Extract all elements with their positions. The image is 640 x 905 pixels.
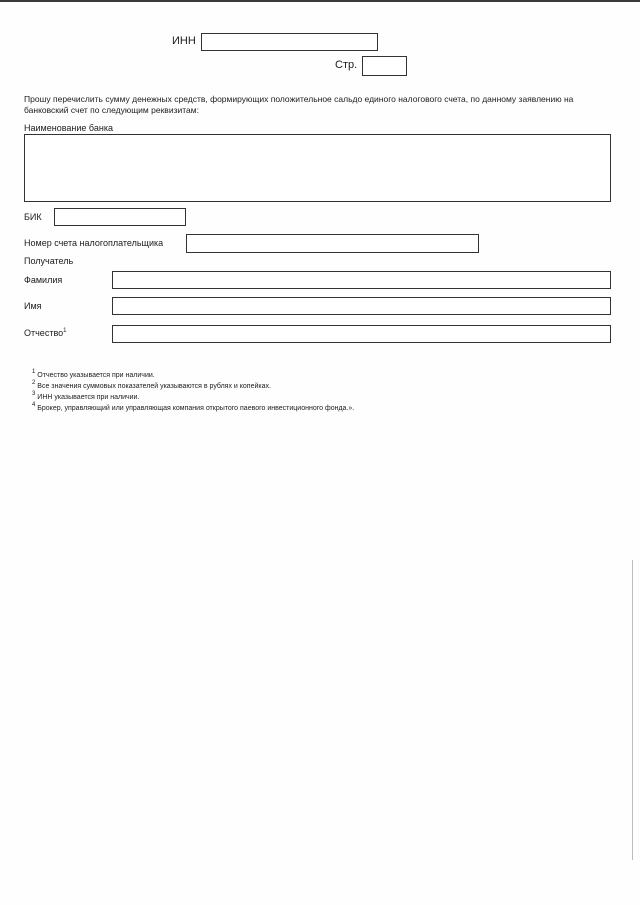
inn-field[interactable]	[201, 33, 378, 51]
footnote-number: 2	[32, 380, 36, 386]
bank-name-field[interactable]	[24, 134, 611, 202]
page-number-field[interactable]	[362, 56, 407, 76]
patronymic-field[interactable]	[112, 325, 611, 343]
bik-field[interactable]	[54, 208, 186, 226]
footnote-text: Отчество указывается при наличии.	[37, 372, 155, 379]
patronymic-label-text: Отчество	[24, 328, 64, 338]
request-text: Прошу перечислить сумму денежных средств, формирующих положительное сальдо единого налогового счета, по данному заявлению на банковский счет по следующим реквизитам:	[24, 94, 574, 115]
page-number-label: Стр.	[335, 59, 358, 71]
footnote-number: 4	[32, 402, 36, 408]
patronymic-label	[24, 329, 66, 338]
footnote-text: Все значения суммовых показателей указываются в рублях и копейках.	[37, 383, 271, 390]
footnote-ref: 1	[63, 328, 67, 334]
footnote-number: 3	[32, 391, 36, 397]
account-number-label: Номер счета налогоплательщика	[24, 238, 164, 248]
first-name-field[interactable]	[112, 297, 611, 315]
footnote-text: ИНН указывается при наличии.	[37, 394, 140, 401]
bank-name-label: Наименование банка	[24, 123, 113, 133]
account-number-field[interactable]	[186, 234, 479, 253]
top-border-line	[0, 0, 640, 2]
first-name-label: Имя	[24, 301, 42, 311]
footnote-3	[32, 391, 140, 401]
footnote-2	[32, 380, 271, 390]
inn-label: ИНН	[172, 35, 196, 47]
recipient-label: Получатель	[24, 256, 74, 266]
footnote-text: Брокер, управляющий или управляющая компания открытого паевого инвестиционного фонда.».	[37, 405, 355, 412]
scan-edge-mark	[632, 560, 633, 860]
footnote-4	[32, 402, 355, 412]
surname-field[interactable]	[112, 271, 611, 289]
bik-label: БИК	[24, 212, 42, 222]
footnote-number: 1	[32, 369, 36, 375]
footnote-1	[32, 369, 155, 379]
surname-label: Фамилия	[24, 275, 63, 285]
